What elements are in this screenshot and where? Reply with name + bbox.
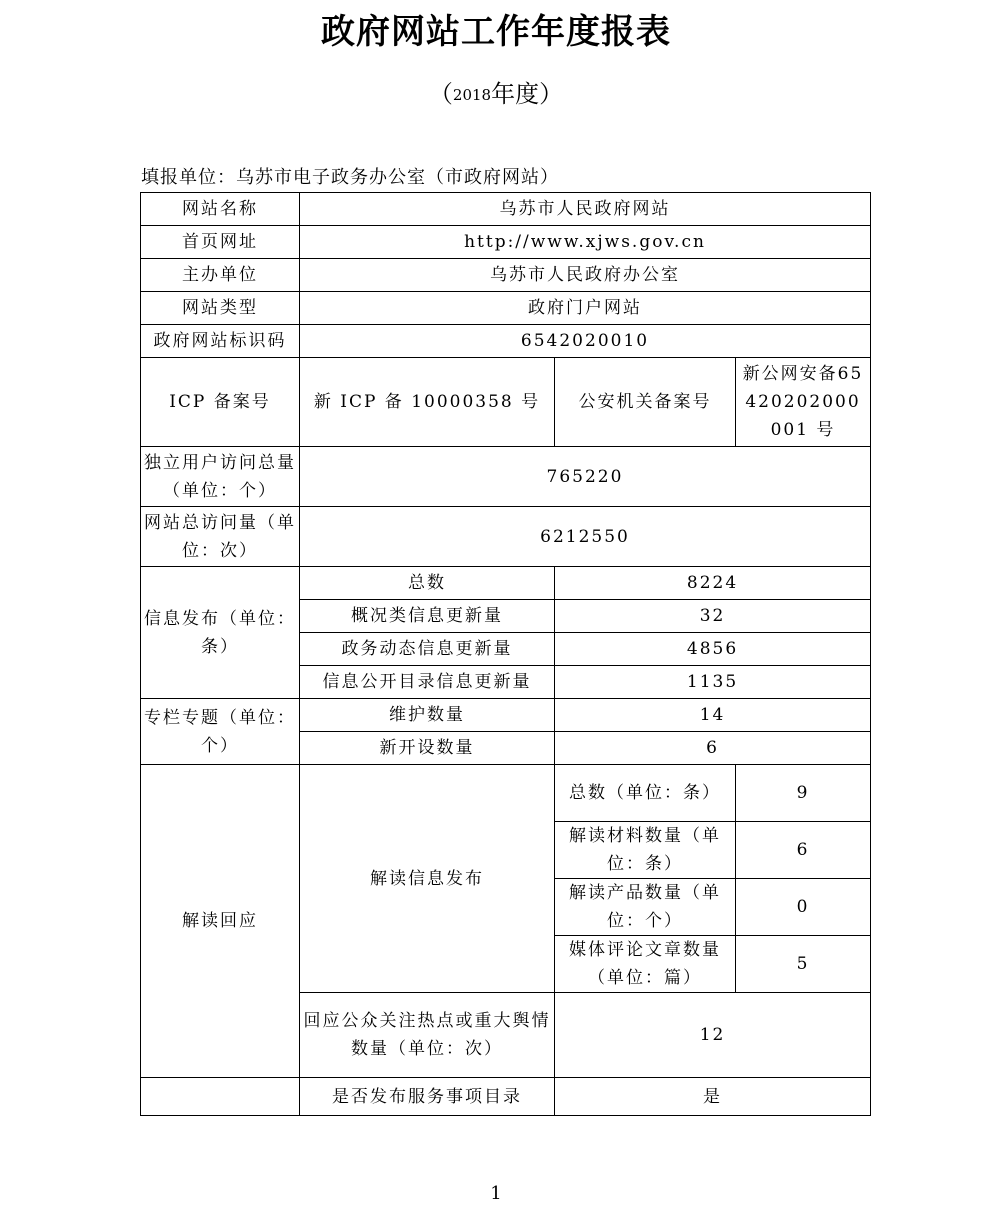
cell-group-label: 专栏专题（单位：个）: [141, 699, 300, 765]
cell-value: 乌苏市人民政府网站: [300, 193, 871, 226]
cell-value: 新 ICP 备 10000358 号: [300, 358, 555, 447]
cell-label: 网站类型: [141, 292, 300, 325]
cell-value: 9: [736, 765, 871, 822]
report-year: [0, 74, 992, 109]
row-service-directory: [141, 1078, 871, 1116]
row-columns-maintained: [141, 699, 871, 732]
cell-label: 是否发布服务事项目录: [300, 1078, 555, 1116]
cell-label: 网站名称: [141, 193, 300, 226]
cell-value: 1135: [555, 666, 871, 699]
cell-label: 概况类信息更新量: [300, 600, 555, 633]
cell-value: 0: [736, 879, 871, 936]
page-title: 政府网站工作年度报表: [321, 12, 671, 52]
cell-value: 5: [736, 936, 871, 993]
cell-label: 公安机关备案号: [555, 358, 736, 447]
cell-value: 是: [555, 1078, 871, 1116]
year-close-paren: ）: [539, 80, 564, 108]
cell-value: 14: [555, 699, 871, 732]
cell-label: 解读产品数量（单位：个）: [555, 879, 736, 936]
cell-label: 信息公开目录信息更新量: [300, 666, 555, 699]
year-value: 2018: [452, 86, 492, 104]
year-suffix: 年度: [491, 80, 540, 108]
cell-label: 总数: [300, 567, 555, 600]
cell-label: 独立用户访问总量（单位：个）: [141, 447, 300, 507]
cell-empty: [141, 1078, 300, 1116]
row-interp-total: [141, 765, 871, 822]
page-number: 1: [490, 1183, 502, 1204]
cell-value: 32: [555, 600, 871, 633]
cell-label: 网站总访问量（单位：次）: [141, 507, 300, 567]
row-total-visits: [141, 507, 871, 567]
row-site-code: [141, 325, 871, 358]
row-info-publish-total: [141, 567, 871, 600]
cell-label: 政务动态信息更新量: [300, 633, 555, 666]
cell-label: 维护数量: [300, 699, 555, 732]
row-icp: [141, 358, 871, 447]
row-sponsor: [141, 259, 871, 292]
reporting-unit: 填报单位：乌苏市电子政务办公室（市政府网站）: [141, 167, 559, 188]
cell-label: 首页网址: [141, 226, 300, 259]
cell-value: 6: [736, 822, 871, 879]
cell-value: 6542020010: [300, 325, 871, 358]
year-open-paren: （: [428, 80, 453, 108]
cell-value: 政府门户网站: [300, 292, 871, 325]
cell-value: 4856: [555, 633, 871, 666]
row-site-name: [141, 193, 871, 226]
row-site-type: [141, 292, 871, 325]
cell-label: 总数（单位：条）: [555, 765, 736, 822]
cell-label: ICP 备案号: [141, 358, 300, 447]
cell-value: 8224: [555, 567, 871, 600]
cell-value: 6: [555, 732, 871, 765]
report-table: [140, 192, 871, 1116]
cell-label: 媒体评论文章数量（单位：篇）: [555, 936, 736, 993]
cell-value: 765220: [300, 447, 871, 507]
cell-label: 政府网站标识码: [141, 325, 300, 358]
cell-label: 解读材料数量（单位：条）: [555, 822, 736, 879]
cell-value: 乌苏市人民政府办公室: [300, 259, 871, 292]
cell-label: 主办单位: [141, 259, 300, 292]
homepage-url: http://www.xjws.gov.cn: [300, 226, 871, 259]
cell-group-label: 信息发布（单位：条）: [141, 567, 300, 699]
cell-value: 6212550: [300, 507, 871, 567]
cell-value: 12: [555, 993, 871, 1078]
row-unique-visitors: [141, 447, 871, 507]
cell-value: 新公网安备65420202000001 号: [736, 358, 871, 447]
cell-sub-group-label: 解读信息发布: [300, 765, 555, 993]
cell-label: 新开设数量: [300, 732, 555, 765]
cell-label: 回应公众关注热点或重大舆情数量（单位：次）: [300, 993, 555, 1078]
cell-group-label: 解读回应: [141, 765, 300, 1078]
row-homepage: [141, 226, 871, 259]
